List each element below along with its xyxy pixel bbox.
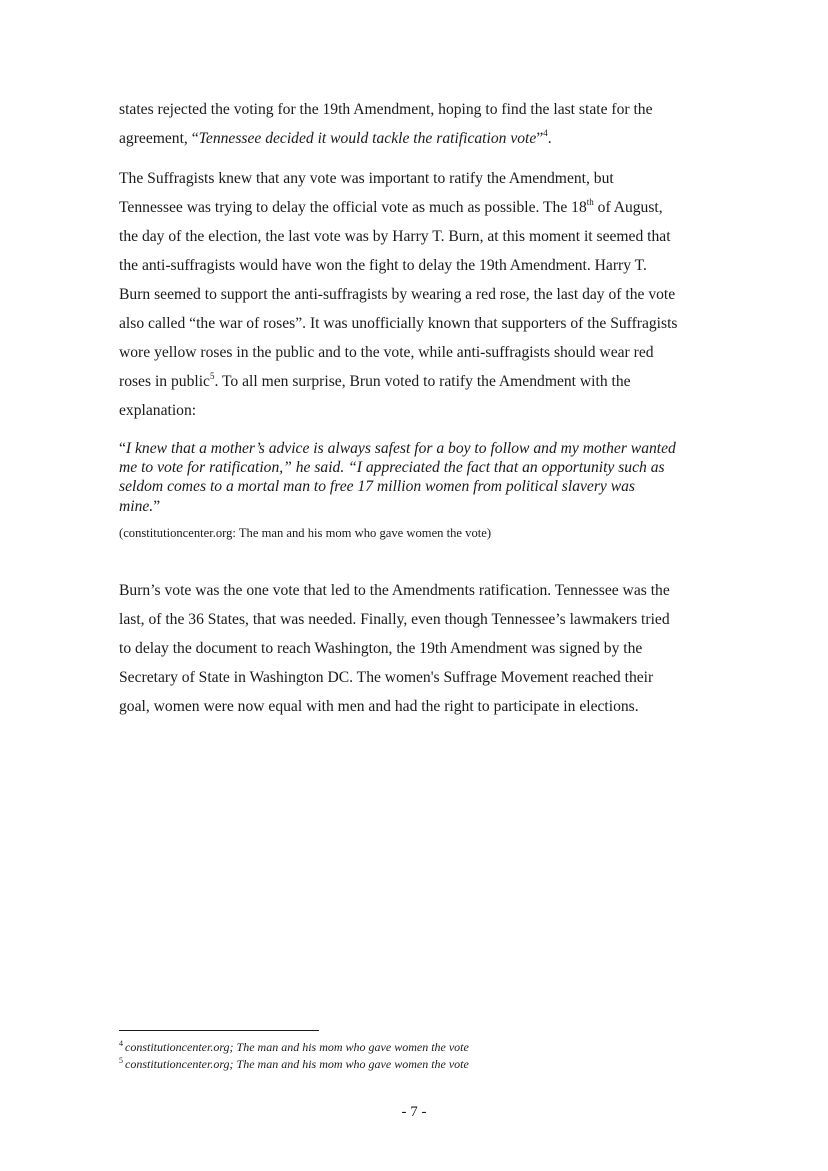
page-number: - 7 - (401, 1104, 427, 1120)
footnote-divider (119, 1030, 319, 1031)
paragraph-text: The Suffragists knew that any vote was important to ratify the Amendment, but Tennessee was trying to delay the official vote as much as possible. The 18 (119, 170, 614, 216)
footnote-number: 5 (119, 1056, 123, 1065)
paragraph-war-of-roses (119, 164, 679, 425)
footnote-4 (119, 1040, 469, 1055)
paragraph-text: states rejected the voting for the 19th Amendment, hoping to find the last state for the agreement, “ (119, 101, 653, 147)
close-quote: ” (536, 130, 544, 147)
open-quote: “ (119, 440, 126, 457)
block-quote (119, 439, 679, 516)
quoted-phrase: Tennessee decided it would tackle the ratification vote (198, 130, 537, 147)
paragraph-ratification-intro (119, 95, 679, 153)
footnote-ref-5[interactable]: 5 (209, 370, 215, 381)
paragraph-text-end: . (547, 130, 552, 147)
footnote-number: 4 (119, 1039, 123, 1048)
paragraph-text-mid: of August, the day of the election, the last vote was by Harry T. Burn, at this moment it seemed that the anti-suffragists would have won the fight to delay the 19th Amendment. Harry T. Burn seemed to support the anti-suffragists by wearing a red rose, the last day of the vote also called “the war of roses”. It was unofficially known that supporters of the Suffragists wore yellow roses in the public and to the vote, while anti-suffragists should wear red roses in public (119, 199, 678, 390)
paragraph-ratification-outcome: Burn’s vote was the one vote that led to the Amendments ratification. Tennessee was the last, of the 36 States, that was needed. Finally, even though Tennessee’s lawmakers tried to delay the document to reach Washington, the 19th Amendment was signed by the Secretary of State in Washington DC. The women's Suffrage Movement reached their goal, women were now equal with men and had the right to participate in elections. (119, 582, 670, 715)
close-quote: ” (153, 497, 161, 515)
quote-text: I knew that a mother’s advice is always safest for a boy to follow and my mother wanted me to vote for ratification,” he said. “I appreciated the fact that an opportunity such as seldom comes to a mortal man to free 17 million women from political slavery was mine. (119, 440, 676, 515)
paragraph-text-end: . To all men surprise, Brun voted to ratify the Amendment with the explanation: (119, 373, 631, 419)
footnote-5 (119, 1057, 469, 1072)
footnote-text: constitutioncenter.org; The man and his mom who gave women the vote (125, 1040, 469, 1054)
footnote-text: constitutioncenter.org; The man and his mom who gave women the vote (125, 1057, 469, 1071)
ordinal-suffix: th (586, 196, 594, 207)
footnote-ref-4[interactable]: 4 (543, 127, 548, 138)
quote-citation: (constitutioncenter.org: The man and his mom who gave women the vote) (119, 526, 492, 540)
